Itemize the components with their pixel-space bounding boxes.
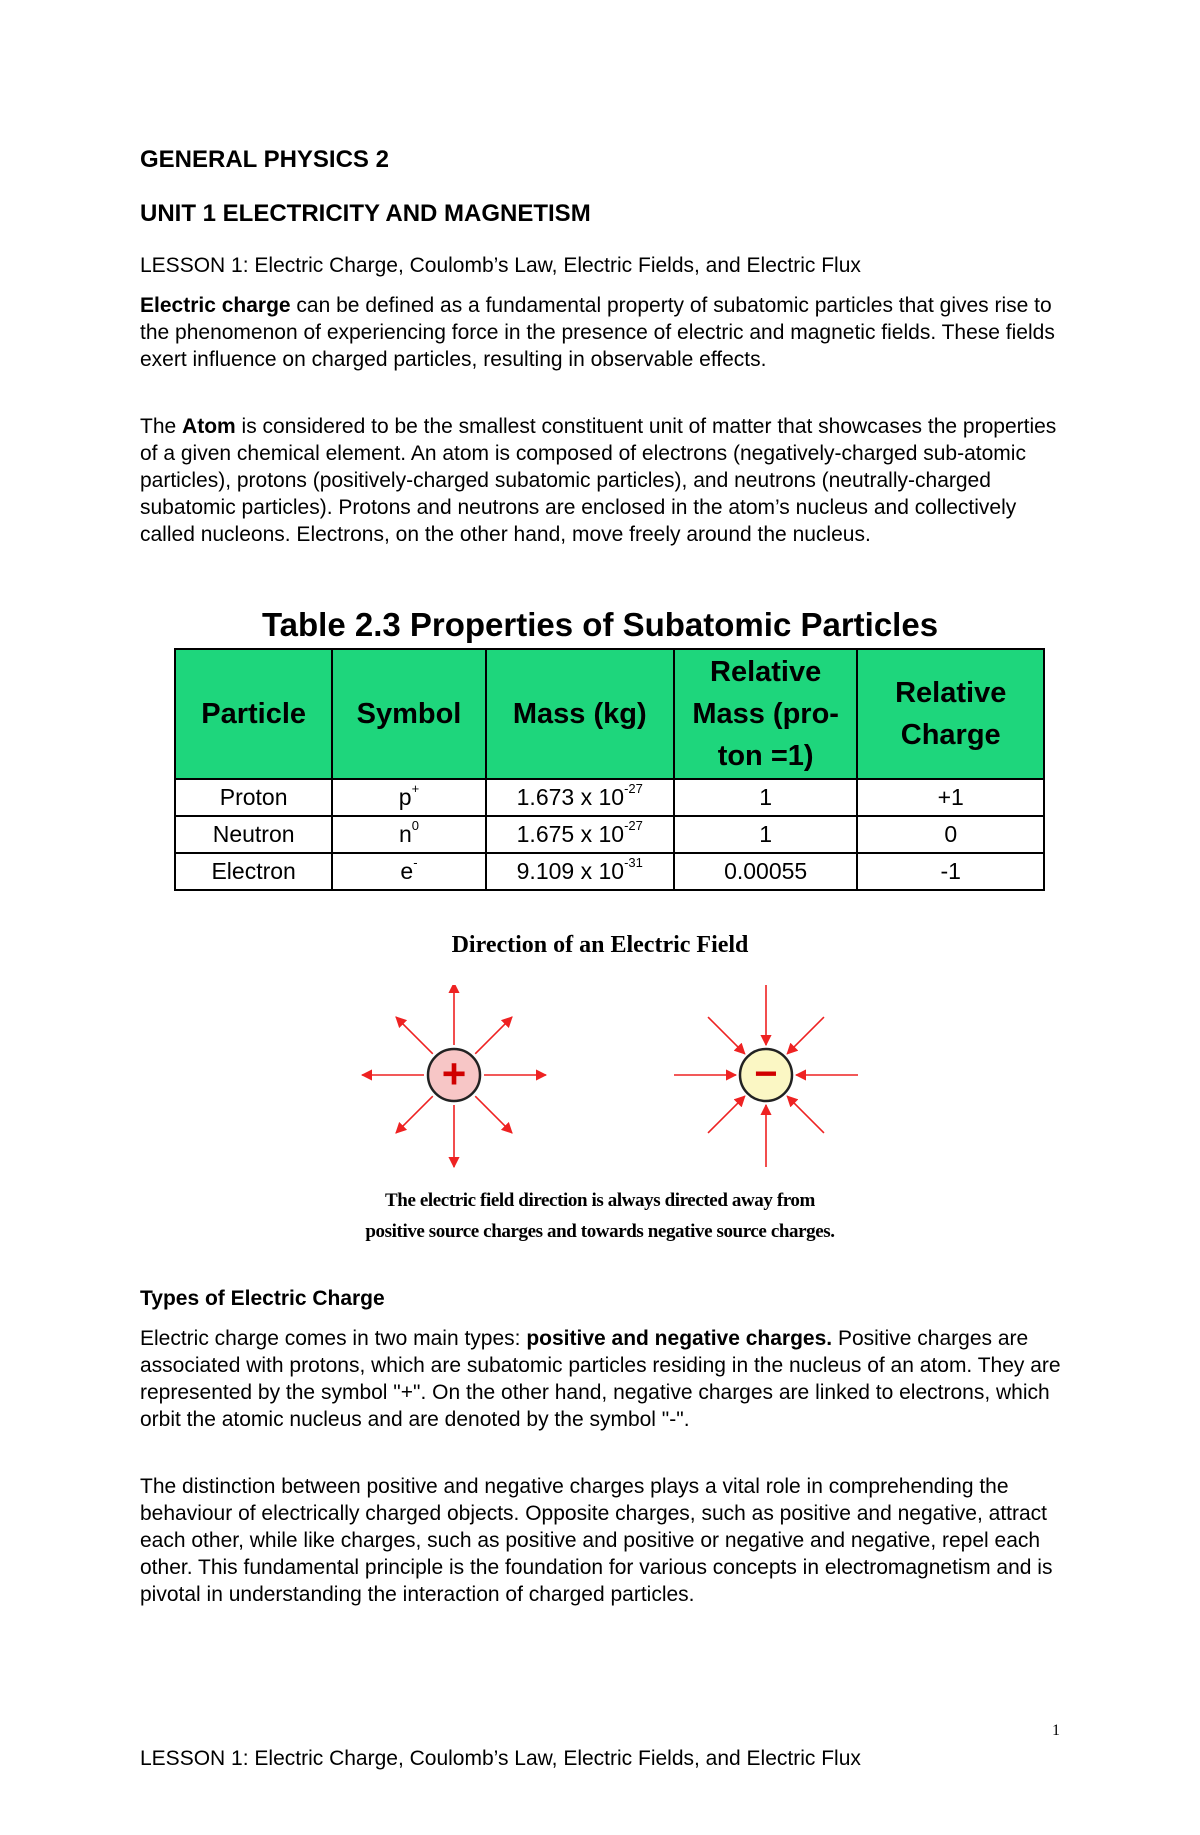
atom-paragraph xyxy=(140,413,1070,548)
table-row xyxy=(175,853,1044,890)
mass-exponent: -27 xyxy=(624,781,643,796)
cell-relative-mass: 1 xyxy=(674,816,858,853)
header-symbol: Symbol xyxy=(332,649,485,779)
types-paragraph-2: The distinction between positive and negative charges plays a vital role in comprehending the behaviour of electrically charged objects. Opposite charges, such as positive and negative, attract each other, while like charges, such as positive and positive or negative and negative, repel each other. This fundamental principle is the foundation for various concepts in electromagnetism and is pivotal in understanding the interaction of charged particles. xyxy=(140,1475,1053,1606)
mass-exponent: -27 xyxy=(624,818,643,833)
figure-caption-line-1: The electric field direction is always directed away from xyxy=(385,1190,815,1211)
header-relative-mass: Relative Mass (pro-ton =1) xyxy=(674,649,858,779)
mass-base: 1.673 x 10 xyxy=(516,784,625,810)
positive-charge-sign: + xyxy=(441,1050,467,1097)
cell-mass xyxy=(486,779,674,816)
header-particle: Particle xyxy=(175,649,332,779)
footer-lesson-label: LESSON 1: xyxy=(140,1747,249,1770)
symbol-sup: - xyxy=(413,855,418,870)
field-arrow xyxy=(787,1096,824,1133)
negative-charge-sign: − xyxy=(754,1052,778,1096)
table-header-row xyxy=(175,649,1044,779)
symbol-base: n xyxy=(398,821,412,847)
header-mass: Mass (kg) xyxy=(486,649,674,779)
field-arrow xyxy=(787,1017,824,1054)
electric-charge-paragraph xyxy=(140,292,1070,373)
symbol-base: p xyxy=(398,784,412,810)
figure-caption-line-2: positive source charges and towards negative source charges. xyxy=(365,1221,835,1242)
header-relative-charge: Relative Charge xyxy=(857,649,1044,779)
cell-symbol xyxy=(332,853,485,890)
footer-lesson-title: Electric Charge, Coulomb’s Law, Electric Fields, and Electric Flux xyxy=(248,1747,861,1770)
field-arrow xyxy=(396,1096,433,1133)
cell-relative-charge: 0 xyxy=(857,816,1044,853)
cell-relative-mass: 0.00055 xyxy=(674,853,858,890)
symbol-sup: 0 xyxy=(411,818,419,833)
mass-base: 9.109 x 10 xyxy=(516,858,625,884)
cell-relative-mass: 1 xyxy=(674,779,858,816)
field-arrow xyxy=(475,1096,512,1133)
unit-title: UNIT 1 ELECTRICITY AND MAGNETISM xyxy=(140,200,591,227)
section-title: Types of Electric Charge xyxy=(140,1287,385,1310)
cell-particle: Neutron xyxy=(175,816,332,853)
symbol-sup: + xyxy=(411,781,420,796)
cell-symbol xyxy=(332,779,485,816)
cell-relative-charge: -1 xyxy=(857,853,1044,890)
table-row xyxy=(175,816,1044,853)
cell-particle: Proton xyxy=(175,779,332,816)
cell-symbol xyxy=(332,816,485,853)
mass-exponent: -31 xyxy=(624,855,643,870)
field-arrow xyxy=(708,1017,745,1054)
lesson-title: Electric Charge, Coulomb’s Law, Electric Fields, and Electric Flux xyxy=(248,254,861,277)
subatomic-particles-table xyxy=(174,648,1045,891)
figure-title: Direction of an Electric Field xyxy=(451,932,749,958)
symbol-base: e xyxy=(400,858,414,884)
electric-charge-term: Electric charge xyxy=(140,294,291,317)
electric-charge-text: can be defined as a fundamental property of subatomic particles that gives rise to the phenomenon of experiencing force in the presence of electric and magnetic fields. These fields exert influence on charged particles, resulting in observable effects. xyxy=(140,294,1055,371)
cell-mass xyxy=(486,816,674,853)
lesson-label: LESSON 1: xyxy=(140,254,249,277)
cell-relative-charge: +1 xyxy=(857,779,1044,816)
electric-field-diagram xyxy=(340,985,860,1180)
cell-mass xyxy=(486,853,674,890)
mass-base: 1.675 x 10 xyxy=(516,821,625,847)
atom-term: Atom xyxy=(182,415,236,438)
atom-prefix: The xyxy=(140,415,183,438)
types-text-a: Electric charge comes in two main types: xyxy=(140,1327,527,1350)
page-footer xyxy=(140,1747,861,1771)
types-paragraph-1 xyxy=(140,1325,1070,1433)
course-title: GENERAL PHYSICS 2 xyxy=(140,146,389,173)
types-text-b: Positive charges are associated with protons, which are subatomic particles residing in the nucleus of an atom. They are represented by the symbol "+". On the other hand, negative charges are linked to electrons, which orbit the atomic nucleus and are denoted by the symbol "-". xyxy=(140,1327,1061,1431)
field-arrow xyxy=(708,1096,745,1133)
table-row xyxy=(175,779,1044,816)
cell-particle: Electron xyxy=(175,853,332,890)
page-number: 1 xyxy=(1052,1722,1060,1739)
atom-text: is considered to be the smallest constituent unit of matter that showcases the properties of a given chemical element. An atom is composed of electrons (negatively-charged sub-atomic particles), protons (positively-charged subatomic particles), and neutrons (neutrally-charged subatomic particles). Protons and neutrons are enclosed in the atom’s nucleus and collectively called nucleons. Electrons, on the other hand, move freely around the nucleus. xyxy=(140,415,1057,546)
types-bold-term: positive and negative charges. xyxy=(526,1327,833,1350)
table-title: Table 2.3 Properties of Subatomic Particles xyxy=(261,606,939,643)
field-arrow xyxy=(475,1017,512,1054)
lesson-heading xyxy=(140,254,861,278)
field-arrow xyxy=(396,1017,433,1054)
